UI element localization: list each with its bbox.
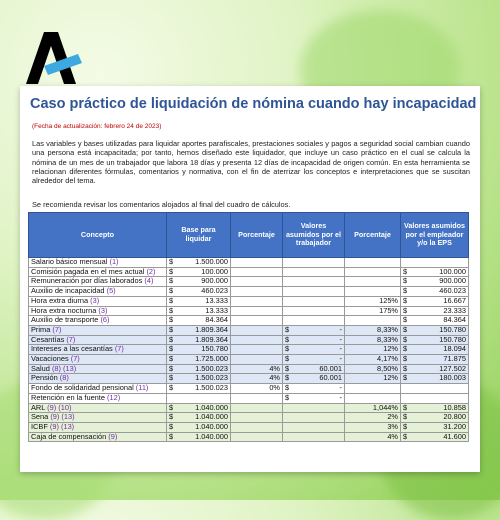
base-cell[interactable] [167, 355, 231, 365]
currency-symbol: $ [403, 354, 408, 364]
concept-cell[interactable] [29, 258, 167, 268]
porcentaje-empleador-cell[interactable] [345, 277, 401, 287]
concept-reference: (9) (13) [50, 412, 75, 422]
valor-trabajador-cell[interactable] [283, 258, 345, 268]
currency-symbol: $ [169, 422, 174, 431]
porcentaje-trabajador-cell[interactable] [231, 393, 283, 403]
table-row [29, 345, 469, 355]
currency-symbol: $ [403, 412, 408, 422]
valor-trabajador-cell[interactable] [283, 316, 345, 326]
base-cell[interactable] [167, 413, 231, 423]
base-cell[interactable] [167, 403, 231, 413]
concept-reference: (7) [66, 335, 76, 344]
porcentaje-trabajador-cell[interactable] [231, 316, 283, 326]
valor-empleador-cell[interactable] [401, 384, 469, 394]
amount-value: 1.500.023 [195, 373, 228, 383]
amount-value: 60.001 [319, 364, 342, 373]
porcentaje-empleador-cell[interactable] [345, 393, 401, 403]
valor-empleador-cell[interactable] [401, 296, 469, 306]
concept-name: Caja de compensación [31, 432, 107, 441]
concept-cell[interactable] [29, 432, 167, 442]
amount-value: 23.333 [443, 306, 466, 315]
concept-cell[interactable] [29, 277, 167, 287]
currency-symbol: $ [285, 393, 290, 402]
base-cell[interactable] [167, 384, 231, 394]
currency-symbol: $ [403, 276, 408, 286]
currency-symbol: $ [169, 335, 174, 344]
valor-empleador-cell[interactable] [401, 335, 469, 345]
concept-cell[interactable] [29, 393, 167, 403]
concept-reference: (5) [106, 286, 116, 296]
concept-cell[interactable] [29, 287, 167, 297]
porcentaje-trabajador-cell[interactable] [231, 306, 283, 316]
base-cell[interactable] [167, 267, 231, 277]
concept-cell[interactable] [29, 403, 167, 413]
concept-cell[interactable] [29, 296, 167, 306]
amount-value: 1.500.023 [195, 383, 228, 393]
concept-name: Auxilio de incapacidad [31, 286, 105, 296]
amount-value: - [339, 335, 342, 344]
currency-symbol: $ [285, 383, 290, 393]
currency-symbol: $ [403, 344, 408, 354]
porcentaje-empleador-cell[interactable]: 12% [345, 345, 401, 355]
porcentaje-empleador-cell[interactable]: 8,50% [345, 364, 401, 374]
amount-value: - [339, 344, 342, 354]
valor-trabajador-cell[interactable] [283, 267, 345, 277]
document-sheet [20, 86, 480, 472]
porcentaje-trabajador-cell[interactable] [231, 403, 283, 413]
valor-trabajador-cell[interactable] [283, 355, 345, 365]
amount-value: 1.500.000 [195, 257, 228, 266]
base-cell[interactable] [167, 422, 231, 432]
amount-value: 100.000 [439, 267, 466, 276]
valor-trabajador-cell[interactable] [283, 287, 345, 297]
valor-empleador-cell[interactable] [401, 277, 469, 287]
currency-symbol: $ [403, 296, 408, 305]
concept-cell[interactable] [29, 422, 167, 432]
base-cell[interactable] [167, 374, 231, 384]
amount-value: 127.502 [439, 364, 466, 373]
amount-value: 1.040.000 [195, 422, 228, 431]
intro-paragraph: Las variables y bases utilizadas para liquidar aportes parafiscales, prestaciones sociales y pagos a seguridad social cambian cuando una persona está incapacitada; por tanto, hemos diseñado este liquidador, que incluye un caso práctico en el cual se calcula la nómina de un mes de un trabajador que labora 18 días y presenta 12 días de incapacidad de origen común. En esta herramienta se relacionan diferentes fórmulas, comentarios y normativa, con el fin de aterrizar los conceptos e interpretaciones que se suscitan alrededor del tema. [32, 139, 470, 186]
porcentaje-trabajador-cell[interactable] [231, 335, 283, 345]
concept-reference: (8) [59, 373, 69, 383]
amount-value: 84.364 [443, 315, 466, 325]
currency-symbol: $ [169, 412, 174, 422]
concept-reference: (3) [90, 296, 100, 305]
amount-value: 60.001 [319, 373, 342, 383]
amount-value: 1.040.000 [195, 432, 228, 441]
porcentaje-trabajador-cell[interactable] [231, 432, 283, 442]
currency-symbol: $ [169, 364, 174, 373]
base-cell[interactable] [167, 296, 231, 306]
concept-cell[interactable] [29, 384, 167, 394]
table-row [29, 277, 469, 287]
porcentaje-empleador-cell[interactable] [345, 287, 401, 297]
currency-symbol: $ [169, 432, 174, 441]
base-cell[interactable] [167, 287, 231, 297]
valor-empleador-cell[interactable] [401, 403, 469, 413]
currency-symbol: $ [403, 364, 408, 373]
table-body [29, 258, 469, 442]
valor-empleador-cell[interactable] [401, 267, 469, 277]
header-valores-empleador: Valores asumidos por el empleador y/o la EPS [401, 213, 469, 258]
porcentaje-empleador-cell[interactable]: 2% [345, 413, 401, 423]
valor-empleador-cell[interactable] [401, 432, 469, 442]
currency-symbol: $ [403, 335, 408, 344]
brand-logo-icon [26, 32, 84, 84]
base-cell[interactable] [167, 277, 231, 287]
valor-empleador-cell[interactable] [401, 325, 469, 335]
amount-value: 150.780 [439, 335, 466, 344]
porcentaje-empleador-cell[interactable] [345, 267, 401, 277]
valor-trabajador-cell[interactable] [283, 432, 345, 442]
valor-empleador-cell[interactable] [401, 413, 469, 423]
base-cell[interactable] [167, 393, 231, 403]
porcentaje-trabajador-cell[interactable] [231, 325, 283, 335]
concept-cell[interactable] [29, 316, 167, 326]
concept-reference: (7) [70, 354, 80, 364]
porcentaje-trabajador-cell[interactable] [231, 258, 283, 268]
table-row [29, 258, 469, 268]
currency-symbol: $ [169, 344, 174, 354]
amount-value: 13.333 [205, 306, 228, 315]
table-row [29, 306, 469, 316]
currency-symbol: $ [403, 432, 408, 441]
table-row [29, 267, 469, 277]
currency-symbol: $ [169, 257, 174, 266]
amount-value: 1.040.000 [195, 403, 228, 412]
currency-symbol: $ [403, 306, 408, 315]
concept-cell[interactable] [29, 345, 167, 355]
amount-value: 1.809.364 [195, 335, 228, 344]
valor-trabajador-cell[interactable] [283, 384, 345, 394]
valor-empleador-cell[interactable] [401, 422, 469, 432]
porcentaje-trabajador-cell[interactable] [231, 422, 283, 432]
amount-value: 460.023 [439, 286, 466, 296]
currency-symbol: $ [169, 315, 174, 325]
currency-symbol: $ [169, 325, 174, 334]
porcentaje-trabajador-cell[interactable] [231, 355, 283, 365]
payroll-table [28, 212, 469, 442]
table-row [29, 287, 469, 297]
concept-reference: (7) [52, 325, 62, 334]
currency-symbol: $ [169, 354, 174, 364]
amount-value: 20.800 [443, 412, 466, 422]
concept-reference: (1) [109, 257, 119, 266]
concept-name: Auxilio de transporte [31, 315, 99, 325]
amount-value: 460.023 [201, 286, 228, 296]
concept-reference: (9) (10) [47, 403, 72, 412]
valor-trabajador-cell[interactable] [283, 364, 345, 374]
concept-name: ARL [31, 403, 46, 412]
amount-value: 180.003 [439, 373, 466, 383]
valor-empleador-cell[interactable] [401, 393, 469, 403]
concept-reference: (12) [107, 393, 121, 402]
valor-trabajador-cell[interactable] [283, 306, 345, 316]
amount-value: - [339, 393, 342, 402]
concept-name: Vacaciones [31, 354, 69, 364]
valor-empleador-cell[interactable] [401, 345, 469, 355]
page-title: Caso práctico de liquidación de nómina cuando hay incapacidad [30, 96, 477, 112]
concept-name: Intereses a las cesantías [31, 344, 113, 354]
table-row [29, 413, 469, 423]
valor-empleador-cell[interactable] [401, 364, 469, 374]
amount-value: 900.000 [439, 276, 466, 286]
base-cell[interactable] [167, 316, 231, 326]
table-header-row [29, 213, 469, 258]
porcentaje-trabajador-cell[interactable]: 4% [231, 374, 283, 384]
amount-value: - [339, 325, 342, 334]
porcentaje-trabajador-cell[interactable] [231, 296, 283, 306]
currency-symbol: $ [403, 422, 408, 431]
concept-name: Sena [31, 412, 49, 422]
amount-value: 71.875 [443, 354, 466, 364]
table-row [29, 393, 469, 403]
currency-symbol: $ [403, 325, 408, 334]
amount-value: 84.364 [205, 315, 228, 325]
header-concepto: Concepto [29, 213, 167, 258]
concept-name: Prima [31, 325, 51, 334]
porcentaje-trabajador-cell[interactable] [231, 345, 283, 355]
valor-empleador-cell[interactable] [401, 306, 469, 316]
amount-value: 41.600 [443, 432, 466, 441]
valor-trabajador-cell[interactable] [283, 403, 345, 413]
valor-trabajador-cell[interactable] [283, 325, 345, 335]
table-row [29, 355, 469, 365]
amount-value: 10.858 [443, 403, 466, 412]
concept-name: Remuneración por días laborados [31, 276, 143, 286]
concept-reference: (7) [114, 344, 124, 354]
table-row [29, 384, 469, 394]
comments-note: Se recomienda revisar los comentarios alojados al final del cuadro de cálculos. [32, 200, 291, 209]
porcentaje-empleador-cell[interactable]: 8,33% [345, 325, 401, 335]
currency-symbol: $ [169, 383, 174, 393]
header-porcentaje-empleador: Porcentaje [345, 213, 401, 258]
currency-symbol: $ [169, 267, 174, 276]
currency-symbol: $ [403, 403, 408, 412]
currency-symbol: $ [403, 286, 408, 296]
amount-value: 31.200 [443, 422, 466, 431]
currency-symbol: $ [285, 373, 290, 383]
porcentaje-trabajador-cell[interactable] [231, 267, 283, 277]
currency-symbol: $ [169, 306, 174, 315]
porcentaje-empleador-cell[interactable]: 125% [345, 296, 401, 306]
table-row [29, 335, 469, 345]
concept-reference: (2) [146, 267, 156, 276]
amount-value: 1.725.000 [195, 354, 228, 364]
porcentaje-empleador-cell[interactable]: 4% [345, 432, 401, 442]
amount-value: 1.040.000 [195, 412, 228, 422]
currency-symbol: $ [403, 373, 408, 383]
currency-symbol: $ [285, 325, 290, 334]
valor-empleador-cell[interactable] [401, 374, 469, 384]
base-cell[interactable] [167, 258, 231, 268]
currency-symbol: $ [285, 354, 290, 364]
porcentaje-empleador-cell[interactable]: 12% [345, 374, 401, 384]
valor-trabajador-cell[interactable] [283, 296, 345, 306]
base-cell[interactable] [167, 364, 231, 374]
concept-reference: (9) (13) [49, 422, 75, 431]
amount-value: 13.333 [205, 296, 228, 305]
currency-symbol: $ [403, 267, 408, 276]
currency-symbol: $ [169, 276, 174, 286]
porcentaje-trabajador-cell[interactable] [231, 413, 283, 423]
base-cell[interactable] [167, 335, 231, 345]
porcentaje-empleador-cell[interactable]: 1,044% [345, 403, 401, 413]
valor-trabajador-cell[interactable] [283, 277, 345, 287]
base-cell[interactable] [167, 432, 231, 442]
porcentaje-empleador-cell[interactable]: 8,33% [345, 335, 401, 345]
base-cell[interactable] [167, 325, 231, 335]
concept-cell[interactable] [29, 413, 167, 423]
header-valores-trabajador: Valores asumidos por el trabajador [283, 213, 345, 258]
valor-trabajador-cell[interactable] [283, 335, 345, 345]
concept-reference: (9) [108, 432, 118, 441]
concept-reference: (3) [98, 306, 108, 315]
concept-name: Pensión [31, 373, 58, 383]
valor-trabajador-cell[interactable] [283, 413, 345, 423]
concept-reference: (6) [100, 315, 110, 325]
valor-empleador-cell[interactable] [401, 287, 469, 297]
currency-symbol: $ [169, 403, 174, 412]
table-row [29, 316, 469, 326]
valor-empleador-cell[interactable] [401, 355, 469, 365]
amount-value: 1.500.023 [195, 364, 228, 373]
base-cell[interactable] [167, 306, 231, 316]
header-porcentaje-trabajador: Porcentaje [231, 213, 283, 258]
amount-value: 18.094 [443, 344, 466, 354]
table-row [29, 364, 469, 374]
table-row [29, 374, 469, 384]
concept-name: Comisión pagada en el mes actual [31, 267, 145, 276]
valor-empleador-cell[interactable] [401, 316, 469, 326]
valor-trabajador-cell[interactable] [283, 393, 345, 403]
concept-name: Salud [31, 364, 50, 373]
porcentaje-empleador-cell[interactable] [345, 258, 401, 268]
currency-symbol: $ [285, 364, 290, 373]
amount-value: 100.000 [201, 267, 228, 276]
concept-cell[interactable] [29, 364, 167, 374]
concept-reference: (8) (13) [51, 364, 77, 373]
valor-trabajador-cell[interactable] [283, 374, 345, 384]
valor-empleador-cell[interactable] [401, 258, 469, 268]
porcentaje-trabajador-cell[interactable] [231, 277, 283, 287]
amount-value: - [339, 354, 342, 364]
concept-name: Fondo de solidaridad pensional [31, 383, 134, 393]
currency-symbol: $ [169, 296, 174, 305]
table-row [29, 325, 469, 335]
concept-cell[interactable] [29, 374, 167, 384]
porcentaje-empleador-cell[interactable]: 3% [345, 422, 401, 432]
porcentaje-empleador-cell[interactable]: 4,17% [345, 355, 401, 365]
concept-name: Retención en la fuente [31, 393, 105, 402]
concept-cell[interactable] [29, 325, 167, 335]
table-row [29, 403, 469, 413]
concept-name: ICBF [31, 422, 48, 431]
amount-value: - [339, 383, 342, 393]
concept-reference: (11) [135, 383, 149, 393]
concept-cell[interactable] [29, 267, 167, 277]
concept-name: Salario básico mensual [31, 257, 108, 266]
concept-reference: (4) [144, 276, 154, 286]
table-row [29, 296, 469, 306]
currency-symbol: $ [169, 373, 174, 383]
concept-name: Hora extra diurna [31, 296, 89, 305]
porcentaje-empleador-cell[interactable] [345, 384, 401, 394]
currency-symbol: $ [285, 344, 290, 354]
porcentaje-trabajador-cell[interactable]: 0% [231, 384, 283, 394]
concept-name: Hora extra nocturna [31, 306, 97, 315]
valor-trabajador-cell[interactable] [283, 345, 345, 355]
amount-value: 150.780 [201, 344, 228, 354]
currency-symbol: $ [285, 335, 290, 344]
amount-value: 1.809.364 [195, 325, 228, 334]
porcentaje-trabajador-cell[interactable]: 4% [231, 364, 283, 374]
amount-value: 150.780 [439, 325, 466, 334]
valor-trabajador-cell[interactable] [283, 422, 345, 432]
porcentaje-empleador-cell[interactable]: 175% [345, 306, 401, 316]
base-cell[interactable] [167, 345, 231, 355]
porcentaje-trabajador-cell[interactable] [231, 287, 283, 297]
table-row [29, 422, 469, 432]
currency-symbol: $ [169, 286, 174, 296]
concept-name: Cesantías [31, 335, 65, 344]
concept-cell[interactable] [29, 306, 167, 316]
amount-value: 16.667 [443, 296, 466, 305]
porcentaje-empleador-cell[interactable] [345, 316, 401, 326]
concept-cell[interactable] [29, 335, 167, 345]
header-base: Base para liquidar [167, 213, 231, 258]
currency-symbol: $ [403, 315, 408, 325]
table-row [29, 432, 469, 442]
amount-value: 900.000 [201, 276, 228, 286]
update-date: (Fecha de actualización: febrero 24 de 2023) [32, 123, 162, 130]
concept-cell[interactable] [29, 355, 167, 365]
